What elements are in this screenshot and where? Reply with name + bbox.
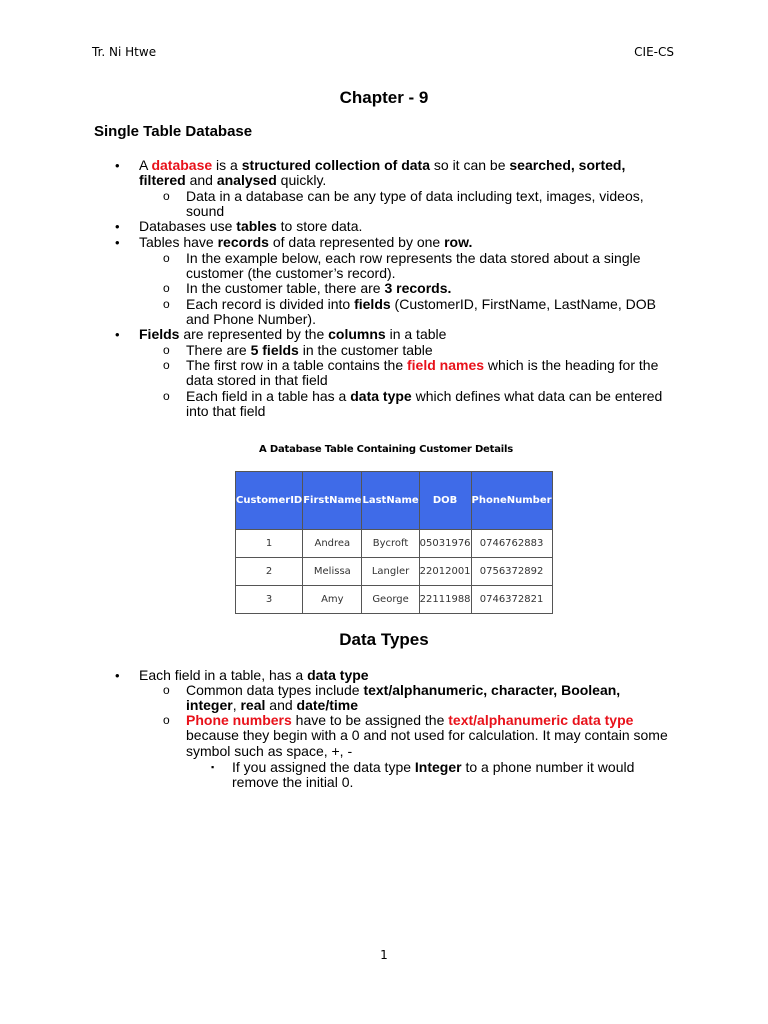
- table-header-row: [236, 472, 553, 530]
- sub-bullet-data-kinds: Data in a database can be any type of data including text, images, videos, sound: [186, 188, 644, 220]
- table-cell: 0746372821: [471, 586, 552, 614]
- table-cell: 05031976: [419, 530, 471, 558]
- bullet-dot: •: [115, 158, 120, 173]
- bullet-circle: o: [163, 713, 170, 727]
- table-cell: 0746762883: [471, 530, 552, 558]
- bullet-circle: o: [163, 297, 170, 311]
- customer-table: [235, 471, 553, 614]
- bullet-dot: •: [115, 235, 120, 250]
- bullet-dot: •: [115, 668, 120, 683]
- table-cell: 22012001: [419, 558, 471, 586]
- bullet-fields: Fields are represented by the columns in a table: [139, 326, 447, 342]
- table-row: [236, 530, 553, 558]
- column-header: DOB: [419, 472, 471, 530]
- bullet-circle: o: [163, 189, 170, 203]
- sub-bullet-data-type: Each field in a table has a data type which defines what data can be entered into that field: [186, 388, 663, 420]
- bullet-circle: o: [163, 343, 170, 357]
- table-caption: A Database Table Containing Customer Details: [259, 444, 513, 455]
- column-header: PhoneNumber: [471, 472, 552, 530]
- chapter-title: Chapter - 9: [339, 88, 429, 107]
- table-cell: Bycroft: [362, 530, 419, 558]
- bullet-records: Tables have records of data represented by one row.: [139, 234, 473, 250]
- table-cell: Amy: [303, 586, 362, 614]
- table-row: [236, 558, 553, 586]
- table-cell: George: [362, 586, 419, 614]
- column-header: CustomerID: [236, 472, 303, 530]
- sub-bullet-field-names: The first row in a table contains the field names which is the heading for the data stored in that field: [186, 357, 659, 389]
- bullet-circle: o: [163, 281, 170, 295]
- table-cell: Andrea: [303, 530, 362, 558]
- sub-sub-bullet-integer: If you assigned the data type Integer to a phone number it would remove the initial 0.: [232, 759, 635, 791]
- header-author: Tr. Ni Htwe: [92, 45, 157, 59]
- sub-bullet-row-example: In the example below, each row represents the data stored about a single customer (the customer’s record).: [186, 250, 641, 282]
- bullet-field-data-type: Each field in a table, has a data type: [139, 667, 369, 683]
- bullet-circle: o: [163, 358, 170, 372]
- table-cell: 2: [236, 558, 303, 586]
- sub-bullet-fields-list: Each record is divided into fields (CustomerID, FirstName, LastName, DOB and Phone Number).: [186, 296, 656, 328]
- page-number: 1: [380, 948, 388, 962]
- bullet-database: A database is a structured collection of data so it can be searched, sorted, filtered and analysed quickly.: [139, 157, 626, 189]
- data-types-title: Data Types: [339, 630, 429, 649]
- table-cell: 3: [236, 586, 303, 614]
- sub-bullet-phone-numbers: Phone numbers have to be assigned the text/alphanumeric data type because they begin with a 0 and not used for calculation. It may contain some symbol such as space, +, -: [186, 712, 668, 759]
- bullet-dot: •: [115, 327, 120, 342]
- sub-bullet-field-count: There are 5 fields in the customer table: [186, 342, 433, 358]
- header-course: CIE-CS: [634, 45, 674, 59]
- bullet-circle: o: [163, 389, 170, 403]
- bullet-square: ▪: [211, 762, 215, 772]
- bullet-circle: o: [163, 251, 170, 265]
- sub-bullet-record-count: In the customer table, there are 3 records.: [186, 280, 452, 296]
- table-cell: 1: [236, 530, 303, 558]
- bullet-tables: Databases use tables to store data.: [139, 218, 363, 234]
- section-title: Single Table Database: [94, 123, 253, 140]
- table-cell: Langler: [362, 558, 419, 586]
- bullet-circle: o: [163, 683, 170, 697]
- table-cell: Melissa: [303, 558, 362, 586]
- table-row: [236, 586, 553, 614]
- column-header: FirstName: [303, 472, 362, 530]
- sub-bullet-common-types: Common data types include text/alphanumeric, character, Boolean, integer, real and date/time: [186, 682, 621, 714]
- table-cell: 0756372892: [471, 558, 552, 586]
- column-header: LastName: [362, 472, 419, 530]
- table-cell: 22111988: [419, 586, 471, 614]
- bullet-dot: •: [115, 219, 120, 234]
